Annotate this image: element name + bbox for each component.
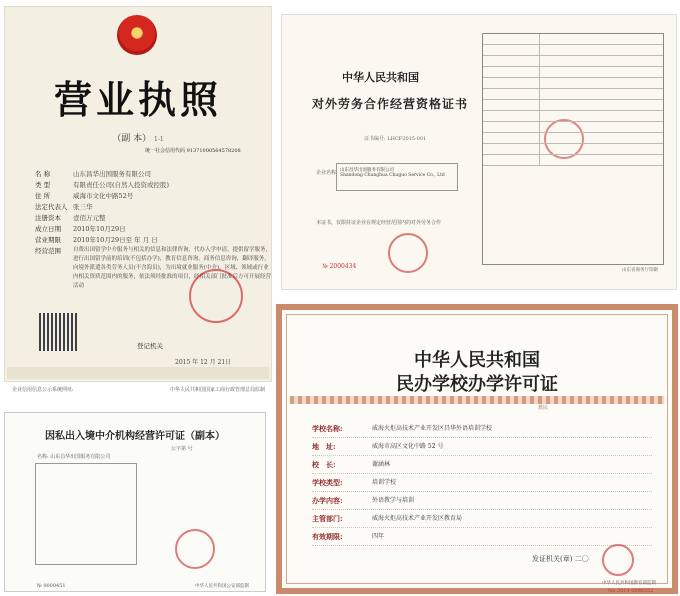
- agency-company: 名称: 山东昌华出国服务有限公司: [37, 454, 111, 460]
- certificate-issuer: 山东省商务厅印制: [622, 268, 658, 273]
- field-row: 办学内容: 外语教学与培训: [312, 492, 652, 510]
- field-row: 成立日期 2010年10月29日: [35, 225, 126, 233]
- field-row: 名 称 山东昌华出国服务有限公司: [35, 170, 151, 178]
- field-row: 经营范围 自费出国留学中介服务与相关的信息和法律咨询，代办入学申请、提供留学服务，进行出国留学前的培训(不包括办学)，教育信息咨询，商务信息咨询，翻译服务，向境外派遣各类劳务人员(不含海员)，为出境就业服务(中介)，区域、领域或行业内相关资质范围内的服务，依法须经批准的项目，经相关部门批准后方可开展经营活动: [35, 247, 272, 289]
- school-title-line1: 中华人民共和国: [414, 350, 540, 371]
- field-row: 法定代表人 张三华: [35, 203, 93, 211]
- company-label: 企业名称: [316, 170, 337, 176]
- license-title: 营业执照: [53, 78, 222, 122]
- agency-license: [4, 412, 266, 592]
- license-subtitle: （副 本） 1-1: [112, 134, 164, 144]
- certificate-info-table: [482, 33, 664, 265]
- company-name: 山东昌华出国服务有限公司 Shandong Changhua Chuguo Service Co., Ltd: [340, 168, 445, 178]
- school-issue: 发证机关(章) 二〇: [532, 555, 589, 563]
- certificate-title-line2: 对外劳务合作经营资格证书: [312, 97, 469, 111]
- field-row: 类 型 有限责任公司(自然人投资或控股): [35, 181, 170, 189]
- issue-date: 2015 年 12 月 21日: [175, 359, 232, 366]
- certificate-serial: № 2000434: [322, 263, 357, 270]
- field-row: 校 长: 谢涵林: [312, 456, 652, 474]
- registration-authority: 登记机关: [137, 342, 163, 350]
- decorative-band: [290, 396, 664, 404]
- agency-license-number: 公字第 号: [171, 446, 193, 452]
- school-issuer: 中华人民共和国教育部监制: [602, 581, 656, 586]
- footer-right: 中华人民共和国国家工商行政管理总局监制: [170, 387, 266, 393]
- footer-left: 企业信用信息公示系统网址:: [12, 387, 74, 393]
- red-seal-stamp: [175, 529, 215, 569]
- agency-title: 因私出入境中介机构经营许可证（副本）: [45, 431, 225, 442]
- certificate-notice: 本证书，仅限持证企业在规定经营范围内的对外劳务合作: [316, 220, 442, 226]
- field-row: 注册资本 壹佰万元整: [35, 214, 106, 222]
- certificate-number: 证书编号: LHCF2015-001: [364, 136, 427, 142]
- field-row: 主管部门: 威海火炬高技术产业开发区教育局: [312, 510, 652, 528]
- red-seal-stamp: [189, 269, 243, 323]
- license-fields: [35, 169, 271, 291]
- field-row: 有效期限: 四年: [312, 528, 652, 546]
- agency-serial: № 0000451: [37, 583, 66, 589]
- agency-issuer: 中华人民共和国公安部监制: [195, 584, 249, 589]
- school-fields: [312, 420, 652, 546]
- qr-code: [39, 313, 77, 351]
- field-row: 营业期限 2010年10月29日至 年 月 日: [35, 236, 158, 244]
- credit-code: 统一社会信用代码 91371000564578208: [145, 148, 241, 154]
- field-row: 地 址: 威海市高区文化中路 52 号: [312, 438, 652, 456]
- band-text: 教民: [538, 405, 549, 411]
- labor-certificate: [281, 14, 677, 290]
- field-row: 学校名称: 威海火炬高技术产业开发区昌华外语培训学校: [312, 420, 652, 438]
- business-license: [4, 6, 272, 382]
- school-license: [276, 304, 678, 594]
- field-row: 住 所 威海市文化中路52号: [35, 192, 134, 200]
- school-serial: No.2014 0088352: [608, 588, 654, 594]
- certificate-title-line1: 中华人民共和国: [342, 71, 419, 84]
- school-title-line2: 民办学校办学许可证: [396, 374, 558, 395]
- field-row: 学校类型: 培训学校: [312, 474, 652, 492]
- agency-info-box: [35, 463, 137, 565]
- national-emblem-icon: [117, 15, 157, 55]
- red-seal-stamp: [602, 544, 634, 576]
- license-bottom-bar: [7, 367, 269, 379]
- red-seal-stamp: [388, 233, 428, 273]
